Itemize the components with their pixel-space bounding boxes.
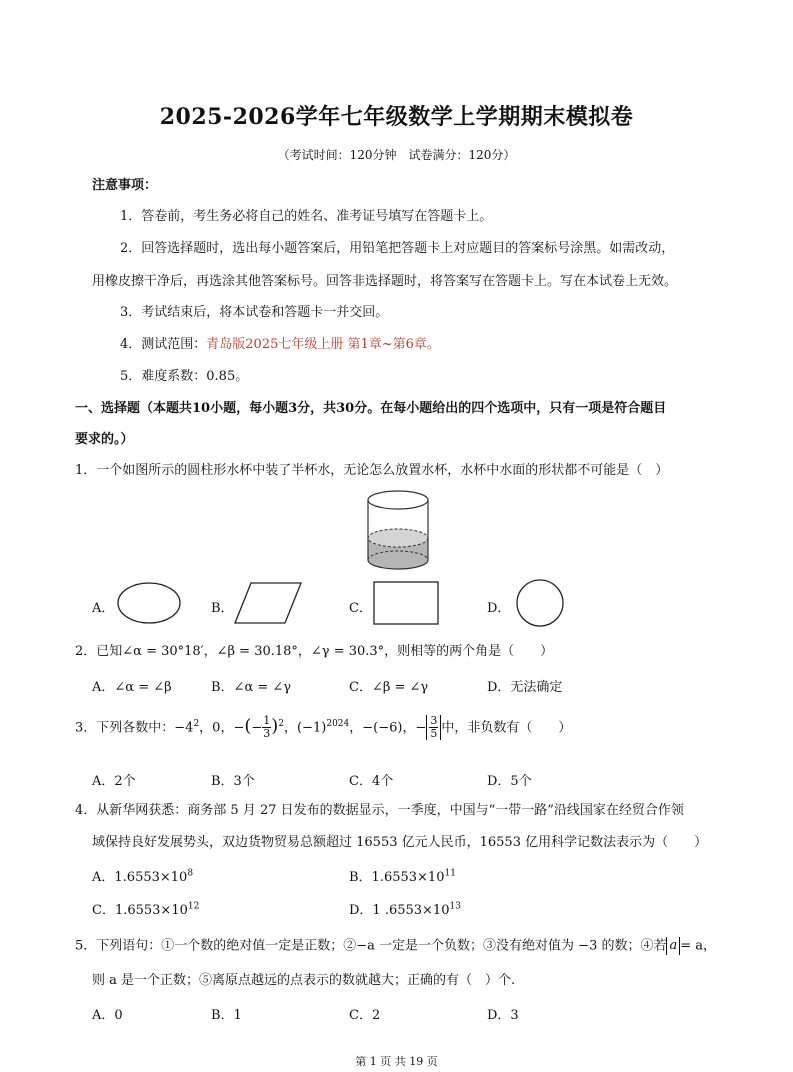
q5-option-c: C．2 [349,1008,381,1023]
q5-line-2: 则 a 是一个正数；⑤离原点越远的点表示的数就越大；正确的有（ ）个. [92,973,516,988]
q3-stem: 3．下列各数中：$-4^2$，0，−(− $\frac{1}{3}$ )$^2$，$(-1)^{2024}$，−(−6)，− $\frac{3}{5}$ 中，非负数有（ ） [75,714,572,741]
q3-text-prefix: 3．下列各数中：−4 [75,720,194,736]
note-item-4 [120,336,440,354]
notes-heading: 注意事项： [92,178,158,193]
q5-option-d: D．3 [487,1008,519,1023]
q4-line-2: 域保持良好发展势头，双边货物贸易总额超过 16553 亿元人民币，16553 亿用科学记数法表示为（ ） [92,835,708,850]
q3-text-pow: ，(−1) [284,720,327,736]
q3-frac-num-3: 3 [430,714,438,728]
q4-option-b-base: B．1.6553×10 [349,870,445,885]
test-range: 青岛版2025七年级上册 第1章~第6章。 [206,337,440,352]
q3-abs-three-fifths [426,715,441,740]
option-a-ellipse-shape [115,581,183,625]
q3-frac-den-3: 3 [263,727,271,741]
note-item-3: 3．考试结束后，将本试卷和答题卡一并交回。 [120,305,389,320]
q4-option-c [92,899,199,918]
q1-stem: 1．一个如图所示的圆柱形水杯中装了半杯水，无论怎么放置水杯，水杯中水面的形状都不可能是（ ） [75,463,669,478]
q3-exp-square: 2 [278,719,285,729]
q2-option-c: C．∠β = ∠γ [349,680,429,695]
q4-option-b [349,866,456,885]
q4-option-b-exp: 11 [444,868,456,879]
q3-text-zero: ，0，− [199,720,245,736]
q4-option-a-exp: 8 [187,868,194,879]
q4-option-d-base: D．1 .6553×10 [349,903,450,918]
note-item-5: 5．难度系数：0.85。 [120,369,249,384]
q1-option-b: B． [211,601,234,616]
q5-line-1-end: = a， [680,938,717,954]
q3-text-neg6: ，−(−6)，− [349,720,427,736]
q3-option-a: A．2个 [92,774,136,789]
q3-exp-2024: 2024 [326,719,350,729]
exam-subtitle: （考试时间：120分钟 试卷满分：120分） [277,148,516,162]
q4-option-c-exp: 12 [187,901,200,912]
q4-option-c-base: C．1.6553×10 [92,903,188,918]
exam-title: 2025-2026学年七年级数学上学期期末模拟卷 [159,104,634,130]
q3-option-c: C．4个 [349,774,394,789]
section-heading-line1: 一、选择题（本题共10小题，每小题3分，共30分。在每小题给出的四个选项中，只有一项是符合题目 [75,401,667,416]
q2-option-b: B．∠α = ∠γ [211,680,292,695]
section-heading-line2: 要求的。） [75,432,134,447]
option-b-parallelogram-shape [233,581,303,625]
q1-option-a: A． [92,601,115,616]
q4-option-a-base: A．1.6553×10 [92,870,188,885]
q5-abs-a: a [666,937,680,955]
q5-line-1-text: 5．下列语句：①一个数的绝对值一定是正数；②−a 一定是一个负数；③没有绝对值为 −3 的数；④若 [75,938,667,954]
cylinder-cup-figure [362,488,434,572]
q4-line-1: 4．从新华网获悉：商务部 5 月 27 日发布的数据显示，一季度，中国与“一带一路”沿线国家在经贸合作领 [75,803,684,818]
q1-option-d: D． [487,601,511,616]
q3-neg-sign: − [251,720,263,736]
q3-option-d: D．5个 [487,774,532,789]
q1-option-c: C． [349,601,372,616]
q3-frac-num-1: 1 [263,714,271,728]
q3-fraction-one-third [262,715,271,740]
q4-option-d [349,899,461,918]
q2-option-d: D．无法确定 [487,680,563,695]
note-item-1: 1．答卷前，考生务必将自己的姓名、准考证号填写在答题卡上。 [120,209,493,224]
note-item-4-prefix: 4．测试范围： [120,337,207,352]
q3-text-suffix: 中，非负数有（ ） [441,720,572,736]
q4-option-a [92,866,193,885]
q2-option-a: A．∠α = ∠β [92,680,172,695]
q2-stem: 2．已知∠α = 30°18′，∠β = 30.18°，∠γ = 30.3°，则相等的两个角是（ ） [75,644,554,659]
q3-exp-2: 2 [193,719,200,729]
q3-frac-den-5: 5 [430,727,438,741]
q3-option-b: B．3个 [211,774,255,789]
note-item-2a: 2．回答选择题时，选出每小题答案后，用铅笔把答题卡上对应题目的答案标号涂黑。如需改动， [120,241,675,256]
option-d-circle-shape [511,578,571,628]
page-footer: 第 1 页 共 19 页 [355,1055,438,1068]
note-item-2b: 用橡皮擦干净后，再选涂其他答案标号。回答非选择题时，将答案写在答题卡上。写在本试卷上无效。 [92,274,678,289]
q5-option-a: A．0 [92,1008,123,1023]
q4-option-d-exp: 13 [449,901,461,912]
q5-option-b: B．1 [211,1008,242,1023]
option-c-rectangle-shape [372,580,440,626]
q5-line-1 [75,937,716,956]
